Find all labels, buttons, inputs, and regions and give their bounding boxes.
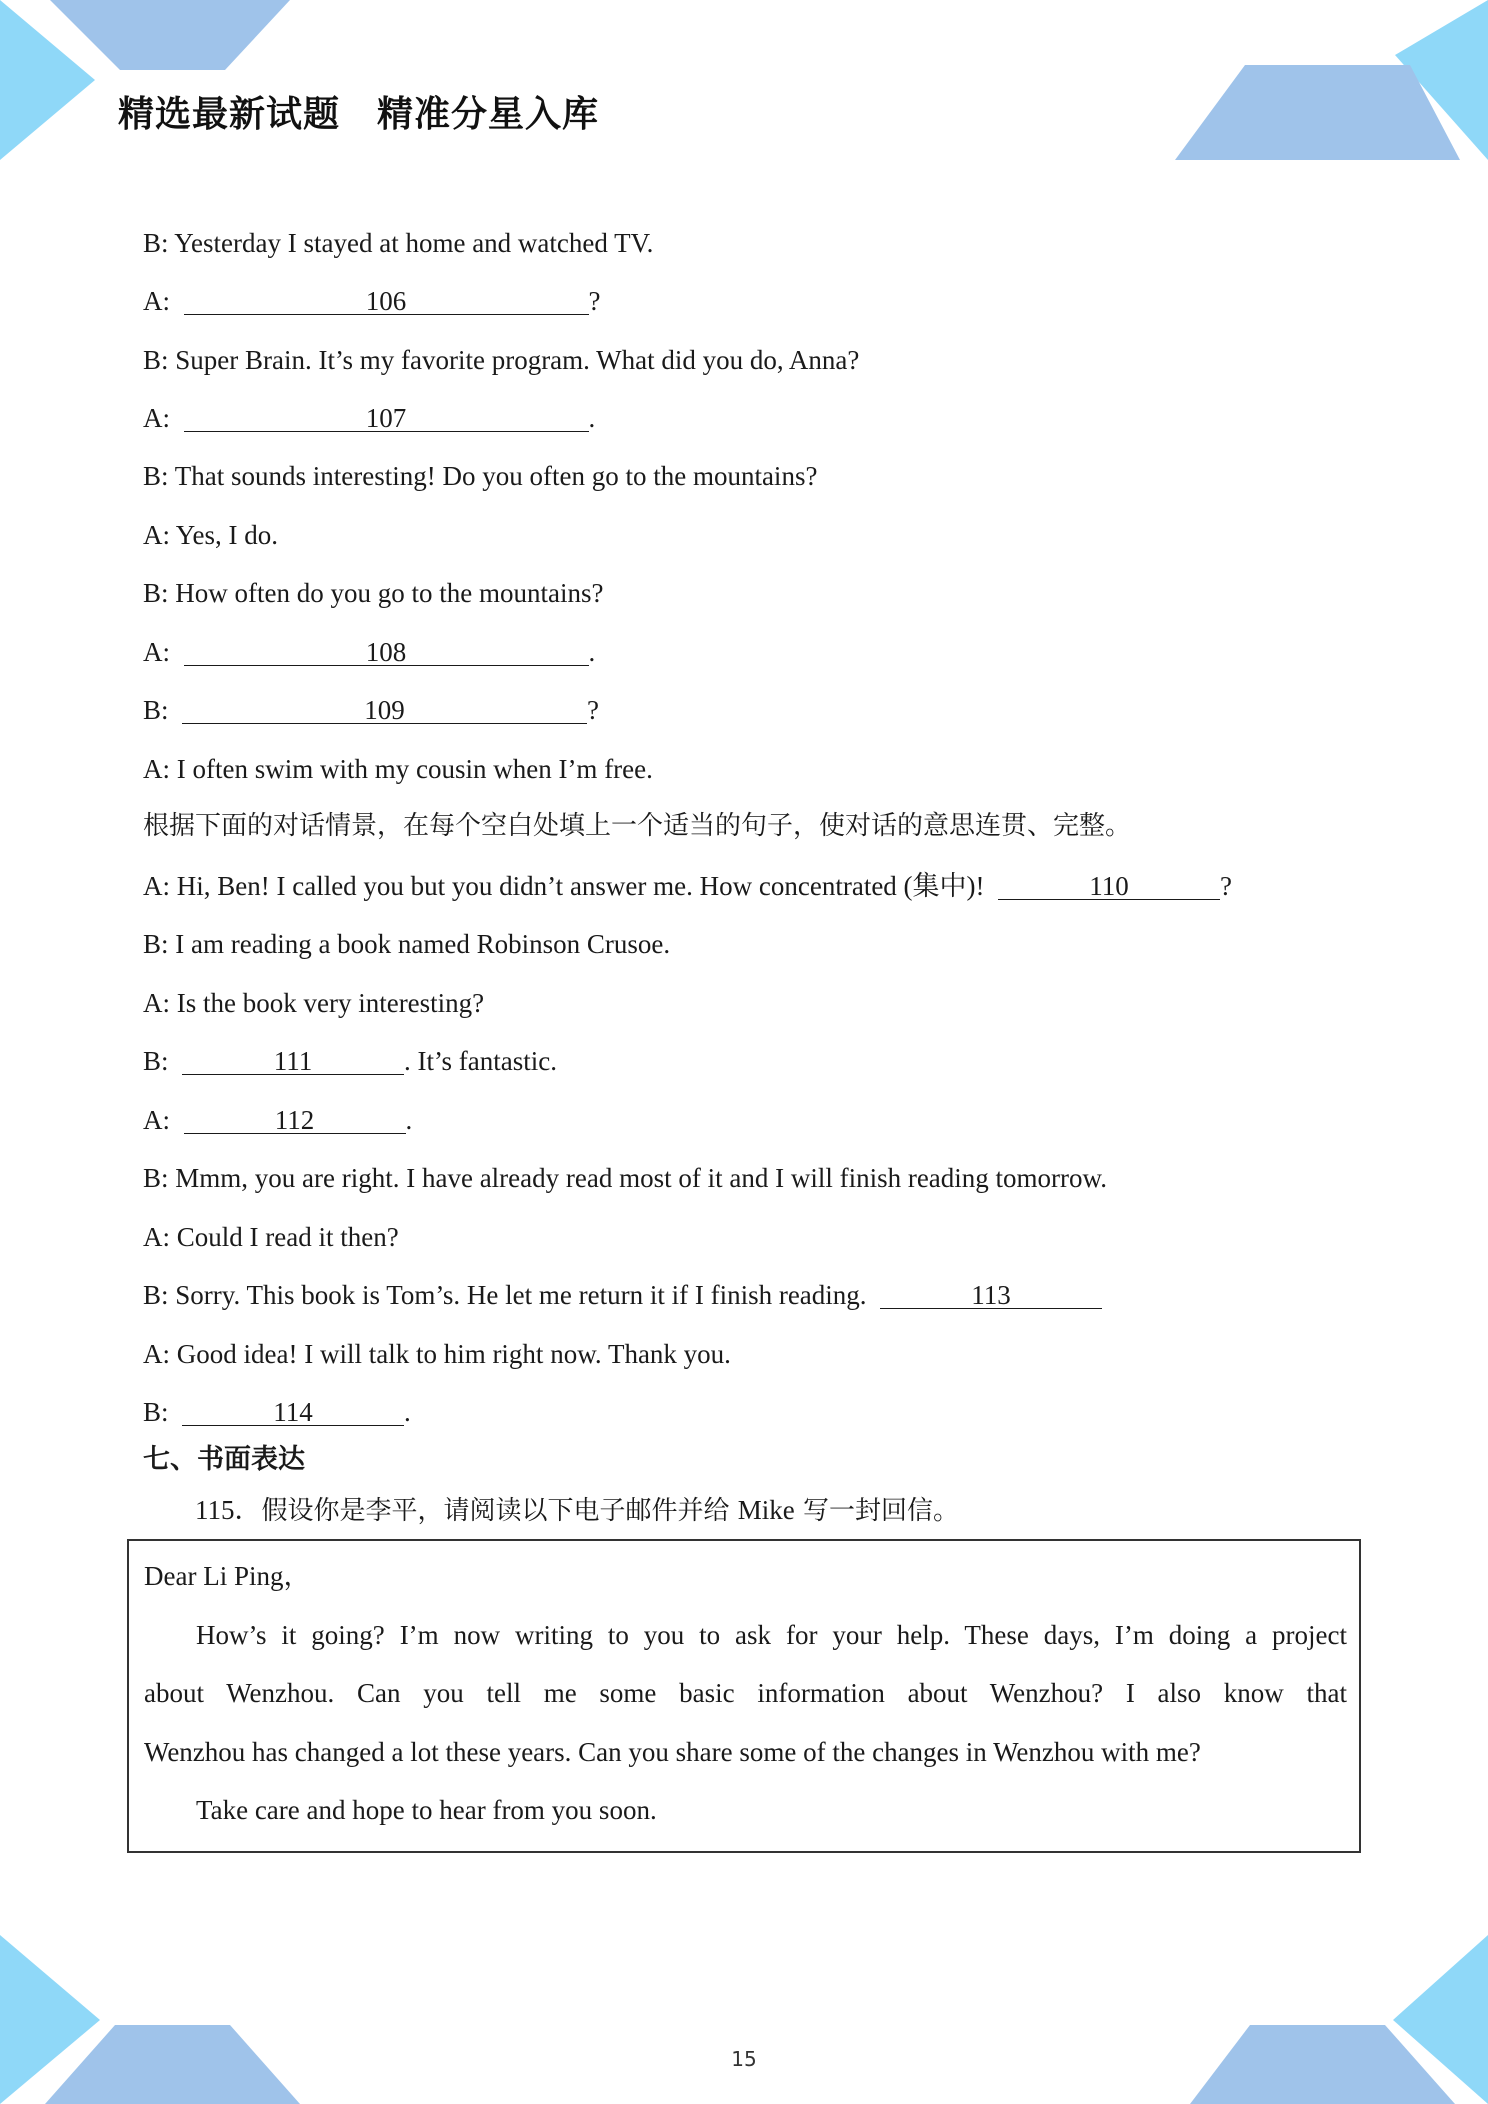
dialogue-line: B: 111 . It’s fantastic. [143, 1046, 557, 1076]
dialogue-line: B: I am reading a book named Robinson Crusoe. [143, 929, 671, 959]
email-letter-box [127, 1539, 1361, 1853]
dialogue-line: B: Mmm, you are right. I have already read most of it and I will finish reading tomorrow. [143, 1163, 1108, 1193]
top-left-trapezoid [50, 0, 290, 70]
answer-blank[interactable]: 112 [184, 1107, 406, 1134]
dialogue-line: A: Good idea! I will talk to him right now. Thank you. [143, 1339, 731, 1369]
dialogue-line: B: Yesterday I stayed at home and watched TV. [143, 228, 654, 258]
dialogue-line: A: 107 . [143, 403, 596, 433]
dialogue-line: B: Super Brain. It’s my favorite program. What did you do, Anna? [143, 345, 860, 375]
dialogue-line: A: 112 . [143, 1105, 413, 1135]
letter-line: about Wenzhou. Can you tell me some basic information about Wenzhou? I also know that [144, 1678, 1347, 1708]
answer-blank[interactable]: 113 [880, 1282, 1102, 1309]
dialogue-line: A: 106 ? [143, 286, 601, 316]
answer-blank[interactable]: 109 [182, 697, 587, 724]
letter-closing: Take care and hope to hear from you soon. [196, 1795, 657, 1825]
dialogue-line: B: That sounds interesting! Do you often go to the mountains? [143, 461, 818, 491]
dialogue-line: A: I often swim with my cousin when I’m free. [143, 754, 653, 784]
dialogue-line: B: How often do you go to the mountains? [143, 578, 604, 608]
dialogue-line: B: 109 ? [143, 695, 599, 725]
dialogue-line: A: 108 . [143, 637, 596, 667]
dialogue-line: B: 114 . [143, 1397, 411, 1427]
page-number: 15 [731, 2047, 757, 2071]
answer-blank[interactable]: 108 [184, 639, 589, 666]
header-title: 精选最新试题 精准分星入库 [118, 94, 600, 135]
top-right-trapezoid [1175, 65, 1460, 160]
answer-blank[interactable]: 107 [184, 405, 589, 432]
dialogue-line: B: Sorry. This book is Tom’s. He let me return it if I finish reading. 113 [143, 1278, 1102, 1312]
section-title: 七、书面表达 [143, 1444, 305, 1475]
dialogue-line: A: Could I read it then? [143, 1222, 399, 1252]
letter-greeting: Dear Li Ping， [144, 1561, 311, 1591]
answer-blank[interactable]: 106 [184, 288, 589, 315]
dialogue-line: A: Is the book very interesting? [143, 988, 485, 1018]
dialogue-line: A: Hi, Ben! I called you but you didn’t answer me. How concentrated (集中)! 110 ? [143, 871, 1233, 901]
question-number: 115． [195, 1495, 262, 1525]
letter-line: How’s it going? I’m now writing to you to ask for your help. These days, I’m doing a project [196, 1620, 1347, 1650]
question-prompt: 115．假设你是李平，请阅读以下电子邮件并给 Mike 写一封回信。 [195, 1495, 960, 1526]
dialogue-line: A: Yes, I do. [143, 520, 279, 550]
letter-line: Wenzhou has changed a lot these years. Can you share some of the changes in Wenzhou with me? [144, 1737, 1201, 1767]
answer-blank[interactable]: 110 [998, 873, 1220, 900]
answer-blank[interactable]: 111 [182, 1048, 404, 1075]
answer-blank[interactable]: 114 [182, 1399, 404, 1426]
instruction-text: 根据下面的对话情景，在每个空白处填上一个适当的句子，使对话的意思连贯、完整。 [143, 811, 1132, 841]
